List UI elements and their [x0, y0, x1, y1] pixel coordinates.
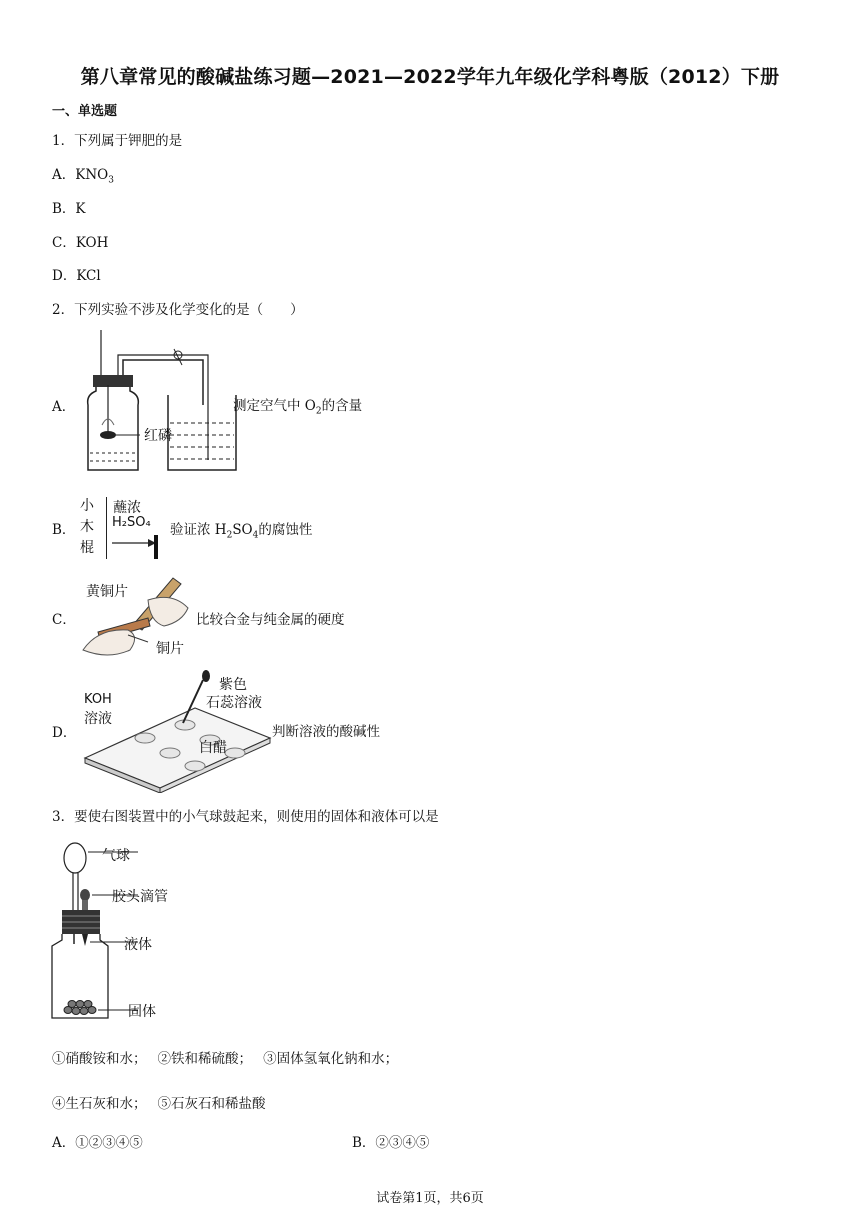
label-koh-solution: 溶液	[84, 711, 112, 727]
label-litmus-solution: 石蕊溶液	[206, 695, 262, 711]
arrow-figure	[110, 535, 162, 559]
label-copper: 铜片	[156, 641, 184, 657]
q1-stem: 1．下列属于钾肥的是	[52, 133, 183, 149]
page-title: 第八章常见的酸碱盐练习题—2021—2022学年九年级化学科粤版（2012）下册	[80, 66, 780, 88]
q3-option-a: A．①②③④⑤	[52, 1135, 143, 1151]
q1-option-d: D．KCl	[52, 268, 101, 284]
label-balloon: 气球	[102, 848, 130, 864]
label-solid: 固体	[128, 1004, 156, 1020]
page-footer: 试卷第1页，共6页	[376, 1191, 484, 1206]
label-purple: 紫色	[219, 677, 247, 693]
q3-stem: 3．要使右图装置中的小气球鼓起来，则使用的固体和液体可以是	[52, 809, 439, 825]
label-brass: 黄铜片	[86, 584, 128, 600]
q3-option-b: B．②③④⑤	[352, 1135, 430, 1151]
label-red-phosphorus: 红磷	[144, 428, 172, 444]
label-vinegar: 白醋	[199, 740, 227, 756]
q3-options-line1: ①硝酸铵和水； ②铁和稀硫酸； ③固体氢氧化钠和水；	[52, 1051, 399, 1067]
q1-option-b: B．K	[52, 201, 86, 217]
label-liquid: 液体	[124, 937, 152, 953]
q2-option-d-letter: D．	[52, 725, 77, 741]
balloon-apparatus-figure	[50, 840, 140, 1025]
wood-stick-label: 小 木 棍	[80, 498, 94, 556]
q2-stem: 2．下列实验不涉及化学变化的是（ ）	[52, 302, 304, 318]
q2-option-b-caption: 验证浓 $H_2SO_4$的腐蚀性	[170, 522, 313, 541]
q1-option-c: C．KOH	[52, 235, 109, 251]
air-oxygen-apparatus-figure	[78, 325, 238, 475]
q2-option-b-letter: B．	[52, 522, 76, 538]
label-dropper: 胶头滴管	[112, 889, 168, 905]
q3-options-line2: ④生石灰和水； ⑤石灰石和稀盐酸	[52, 1096, 266, 1112]
section-heading: 一、单选题	[52, 104, 118, 119]
divider-left	[106, 497, 107, 559]
h2so4-fig-label: H₂SO₄	[112, 515, 151, 530]
q2-option-c-caption: 比较合金与纯金属的硬度	[196, 612, 345, 628]
dip-acid-label: 蘸浓	[113, 500, 141, 516]
q2-option-d-caption: 判断溶液的酸碱性	[272, 724, 380, 740]
q2-option-c-letter: C．	[52, 612, 76, 628]
q2-option-a-letter: A．	[52, 399, 76, 415]
label-koh: KOH	[84, 692, 112, 707]
q1-option-a: A．$KNO_3$	[52, 167, 114, 186]
q2-option-a-caption: 测定空气中 $O_2$的含量	[233, 398, 363, 417]
